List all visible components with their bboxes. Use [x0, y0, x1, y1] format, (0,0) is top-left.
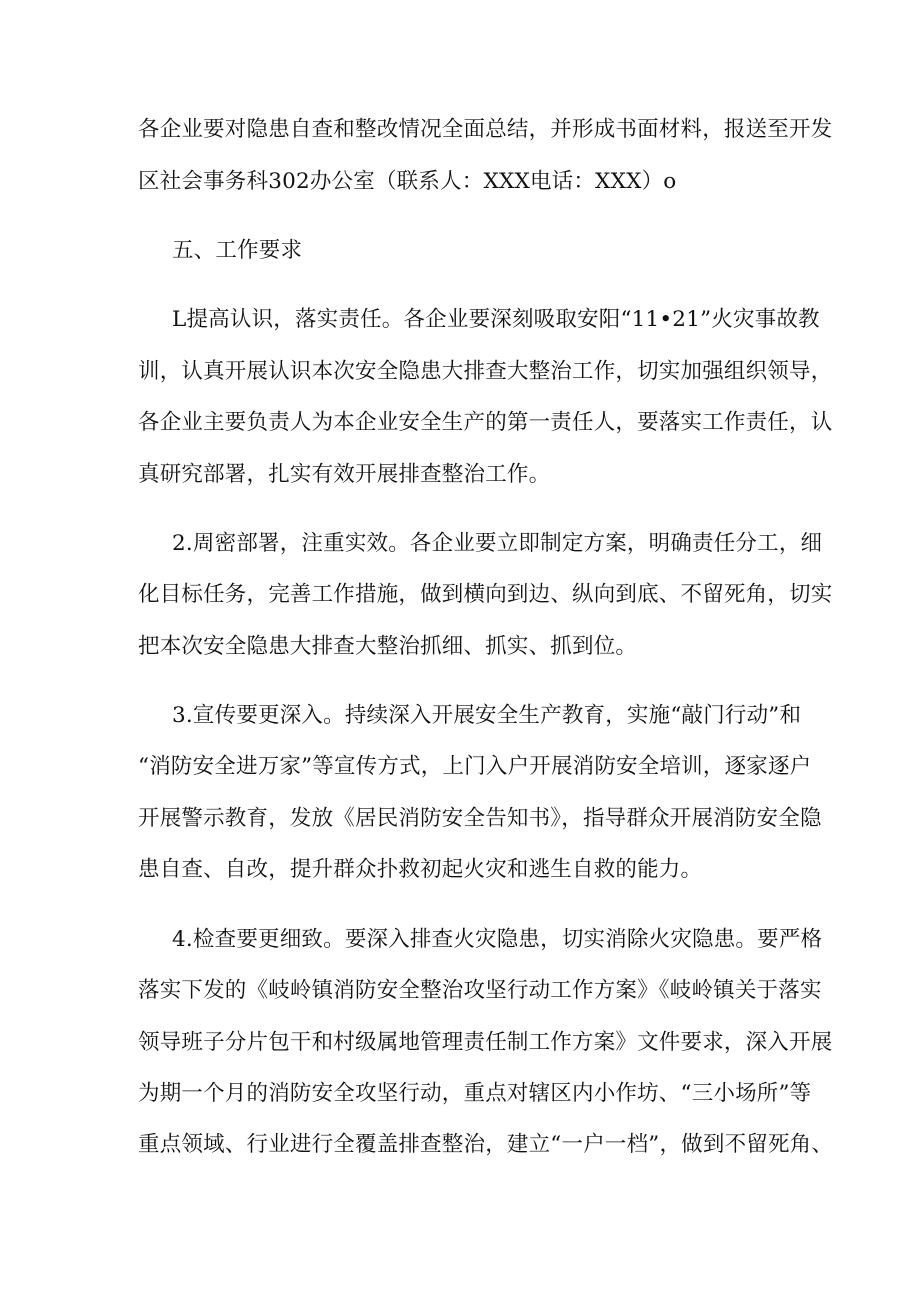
- text-line: 开展警示教育，发放《居民消防安全告知书》，指导群众开展消防安全隐: [138, 806, 822, 831]
- text-line: 化目标任务，完善工作措施，做到横向到边、纵向到底、不留死角，切实: [138, 582, 833, 607]
- text-line: L提高认识，落实责任。各企业要深刻吸取安阳“11•21”火灾事故教: [172, 307, 820, 332]
- text-line: 把本次安全隐患大排查大整治抓细、抓实、抓到位。: [138, 634, 638, 659]
- text-line: 区社会事务科302办公室（联系人：XXX电话：XXX）o: [138, 169, 677, 194]
- text-line: 4.检查要更细致。要深入排查火灾隐患，切实消除火灾隐患。要严格: [172, 927, 823, 952]
- text-line: 患自查、自改，提升群众扑救初起火灾和逃生自救的能力。: [138, 857, 703, 882]
- text-line: 训，认真开展认识本次安全隐患大排查大整治工作，切实加强组织领导，: [138, 359, 833, 384]
- text-line: 真研究部署，扎实有效开展排查整治工作。: [138, 462, 551, 487]
- text-line: 领导班子分片包干和村级属地管理责任制工作方案》文件要求，深入开展: [138, 1030, 833, 1055]
- text-line: 2.周密部署，注重实效。各企业要立即制定方案，明确责任分工，细: [172, 531, 823, 556]
- text-line: 各企业要对隐患自查和整改情况全面总结，并形成书面材料，报送至开发: [138, 117, 833, 142]
- text-line: 3.宣传要更深入。持续深入开展安全生产教育，实施“敲门行动”和: [172, 703, 802, 728]
- text-line: 为期一个月的消防安全攻坚行动，重点对辖区内小作坊、“三小场所”等: [138, 1081, 812, 1106]
- heading-line: 五、工作要求: [172, 238, 303, 263]
- text-line: “消防安全进万家”等宣传方式，上门入户开展消防安全培训，逐家逐户: [138, 754, 812, 779]
- text-line: 落实下发的《岐岭镇消防安全整治攻坚行动工作方案》《岐岭镇关于落实: [138, 978, 822, 1003]
- text-line: 各企业主要负责人为本企业安全生产的第一责任人，要落实工作责任，认: [138, 410, 833, 435]
- text-line: 重点领域、行业进行全覆盖排查整治，建立“一户一档”，做到不留死角、: [138, 1132, 834, 1157]
